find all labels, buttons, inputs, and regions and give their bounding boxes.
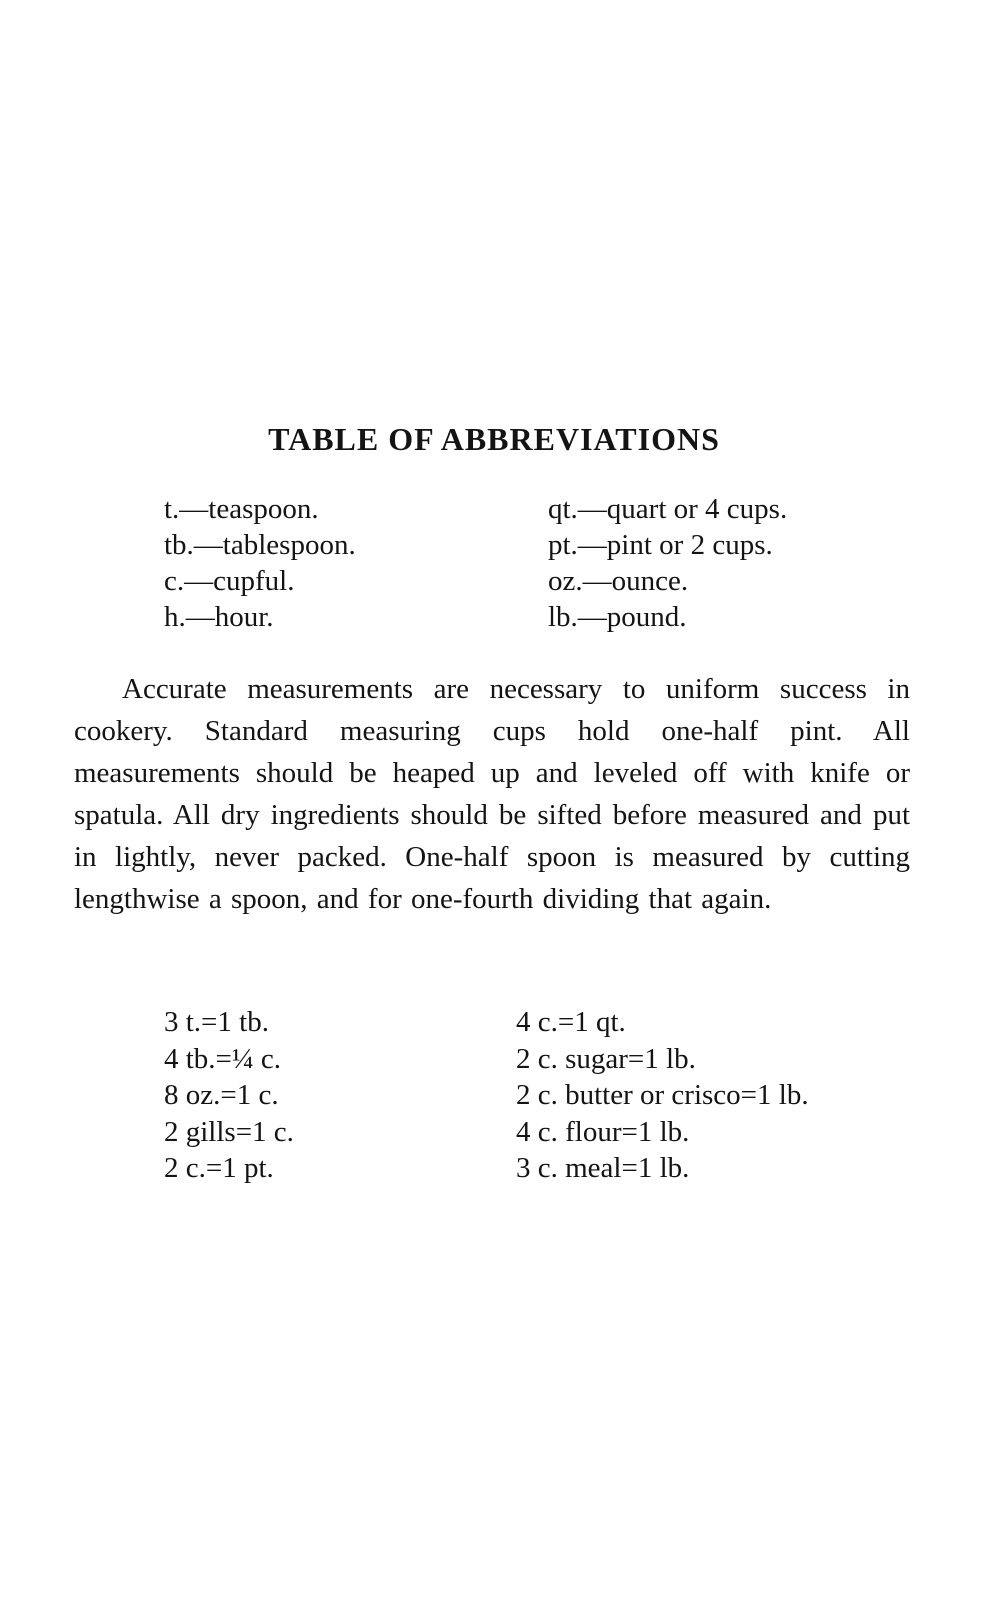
equivalent-item: 3 t.=1 tb. [164,1006,269,1038]
equivalent-item: 2 c.=1 pt. [164,1152,274,1184]
abbreviation-item: h.—hour. [164,601,274,633]
page-title: TABLE OF ABBREVIATIONS [268,421,720,458]
abbreviation-item: oz.—ounce. [548,565,689,597]
abbreviation-item: tb.—tablespoon. [164,529,356,561]
equivalent-item: 8 oz.=1 c. [164,1079,279,1111]
abbreviation-item: lb.—pound. [548,601,687,633]
equivalent-item: 4 c. flour=1 lb. [516,1115,690,1148]
equivalents-right-column [516,1004,809,1187]
equivalent-item: 2 c. butter or crisco=1 lb. [516,1079,809,1111]
abbreviation-item: c.—cupful. [164,565,295,597]
equivalents-left-column [164,1004,294,1187]
equivalent-item: 2 gills=1 c. [164,1115,294,1148]
abbreviation-item: pt.—pint or 2 cups. [548,529,773,561]
equivalent-item: 3 c. meal=1 lb. [516,1152,690,1184]
abbreviation-item: t.—teaspoon. [164,493,319,525]
equivalent-item: 4 c.=1 qt. [516,1006,626,1038]
equivalent-item: 4 tb.=¼ c. [164,1042,282,1075]
abbreviation-item: qt.—quart or 4 cups. [548,493,788,525]
abbreviations-right-column [548,491,787,635]
equivalent-item: 2 c. sugar=1 lb. [516,1042,696,1075]
abbreviations-left-column [164,491,356,635]
measurement-instructions: Accurate measurements are necessary to uniform success in cookery. Standard measuring cups hold one-half pint. All measurements should be heaped up and leveled off with knife or spatula. All dry ingredients should be sifted before measured and put in lightly, never packed. One-half spoon is measured by cutting lengthwise a spoon, and for one-fourth dividing that again. [74,673,910,915]
